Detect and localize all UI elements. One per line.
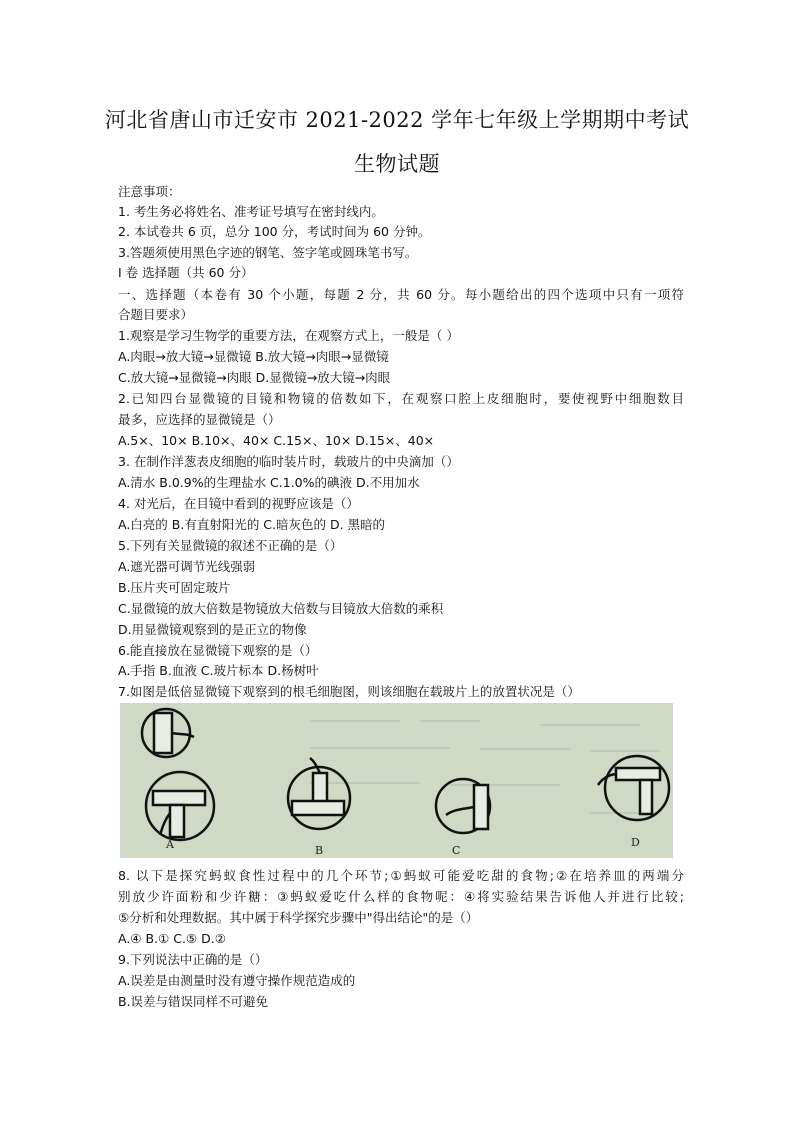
note-line: 1. 考生务必将姓名、准考证号填写在密封线内。	[118, 204, 384, 219]
question-stem: 1.观察是学习生物学的重要方法，在观察方式上，一般是（ ）	[118, 328, 459, 343]
question-option: C.显微镜的放大倍数是物镜放大倍数与目镜放大倍数的乘积	[118, 601, 444, 616]
figure-label-a: A	[166, 838, 174, 851]
question-option: A.遮光器可调节光线强弱	[118, 559, 256, 574]
root-hair-cell-figure	[120, 703, 673, 858]
question-option: B.压片夹可固定玻片	[118, 580, 231, 595]
question-stem: 5.下列有关显微镜的叙述不正确的是（）	[118, 538, 343, 553]
question-stem: 8. 以下是探究蚂蚁食性过程中的几个环节;①蚂蚁可能爱吃甜的食物;②在培养皿的两端分	[118, 868, 684, 883]
question-option: A.④ B.① C.⑤ D.②	[118, 931, 226, 946]
question-stem: 3. 在制作洋葱表皮细胞的临时装片时，载玻片的中央滴加（）	[118, 454, 459, 469]
note-line: 3.答题须使用黑色字迹的钢笔、签字笔或圆珠笔书写。	[118, 245, 418, 260]
figure-label-b: B	[315, 844, 324, 857]
question-option: A.5×、10× B.10×、40× C.15×、10× D.15×、40×	[118, 433, 435, 448]
question-option: B.误差与错误同样不可避免	[118, 994, 269, 1009]
question-option: A.清水 B.0.9%的生理盐水 C.1.0%的碘液 D.不用加水	[118, 475, 420, 490]
question-stem: 9.下列说法中正确的是（）	[118, 952, 268, 967]
question-stem: 2.已知四台显微镜的目镜和物镜的倍数如下，在观察口腔上皮细胞时，要使视野中细胞数目	[118, 391, 684, 406]
question-stem: 7.如图是低倍显微镜下观察到的根毛细胞图，则该细胞在载玻片上的放置状况是（）	[118, 684, 580, 699]
question-stem: ⑤分析和处理数据。其中属于科学探究步骤中"得出结论"的是（）	[118, 910, 479, 925]
figure-drawing	[120, 703, 673, 858]
exam-subtitle: 生物试题	[354, 152, 440, 176]
section-instructions: 合题目要求）	[118, 307, 194, 322]
figure-label-c: C	[452, 844, 461, 857]
section-instructions: 一、选择题（本卷有 30 个小题，每题 2 分，共 60 分。每小题给出的四个选项中只有一项符	[118, 287, 684, 302]
notes-heading: 注意事项：	[118, 184, 181, 199]
question-option: A.白亮的 B.有直射阳光的 C.暗灰色的 D. 黑暗的	[118, 517, 386, 532]
exam-title: 河北省唐山市迁安市 2021-2022 学年七年级上学期期中考试	[104, 108, 690, 132]
figure-label-d: D	[631, 836, 640, 849]
question-stem: 别放少许面粉和少许糖：③蚂蚁爱吃什么样的食物呢：④将实验结果告诉他人并进行比较;	[118, 889, 684, 904]
question-stem: 最多，应选择的显微镜是（）	[118, 412, 281, 427]
part-heading: I 卷 选择题（共 60 分）	[118, 265, 254, 280]
question-option: C.放大镜→显微镜→肉眼 D.显微镜→放大镜→肉眼	[118, 370, 391, 385]
question-option: D.用显微镜观察到的是正立的物像	[118, 622, 307, 637]
question-option: A.手指 B.血液 C.玻片标本 D.杨树叶	[118, 663, 319, 678]
question-option: A.误差是由测量时没有遵守操作规范造成的	[118, 973, 356, 988]
note-line: 2. 本试卷共 6 页，总分 100 分，考试时间为 60 分钟。	[118, 224, 431, 239]
question-option: A.肉眼→放大镜→显微镜 B.放大镜→肉眼→显微镜	[118, 349, 389, 364]
question-stem: 4. 对光后，在目镜中看到的视野应该是（）	[118, 496, 359, 511]
question-stem: 6.能直接放在显微镜下观察的是（）	[118, 643, 318, 658]
